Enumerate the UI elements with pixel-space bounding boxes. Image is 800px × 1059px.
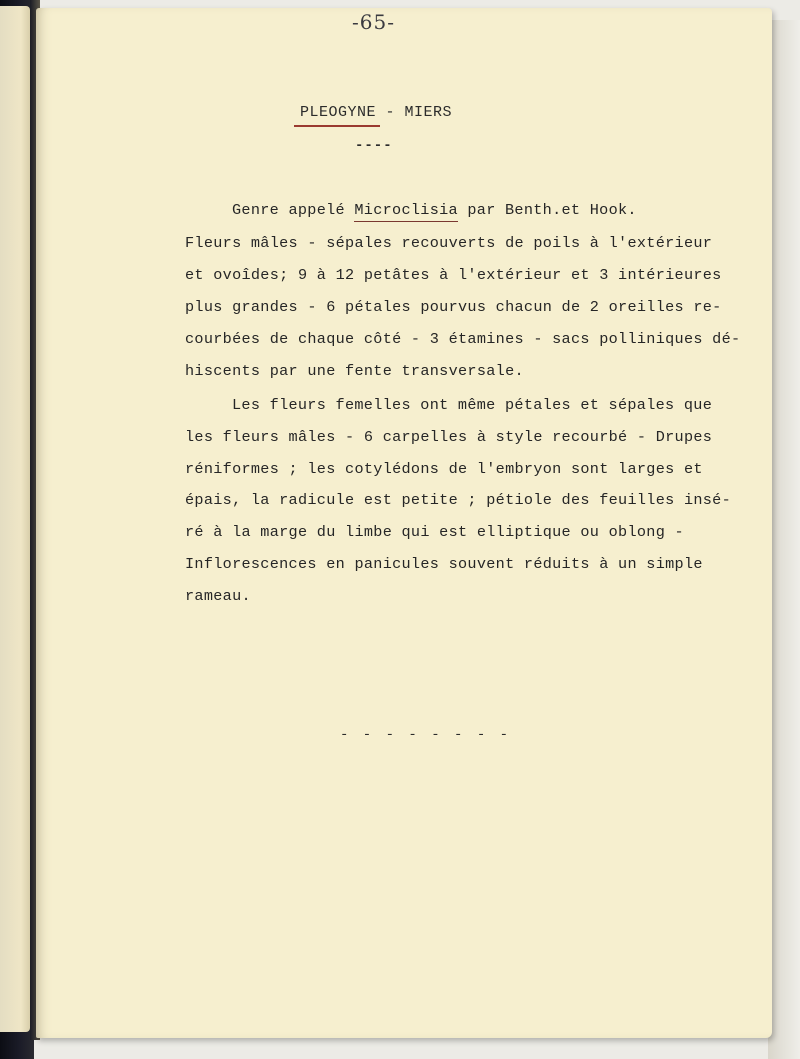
previous-page-edge (0, 6, 30, 1032)
paragraph-2-line-2: les fleurs mâles - 6 carpelles à style recourbé - Drupes (185, 428, 713, 446)
text-run: par Benth.et Hook. (457, 201, 637, 219)
synonym-name: Microclisia (354, 201, 458, 219)
page-number: -65- (352, 10, 395, 34)
paragraph-1-line-5: courbées de chaque côté - 3 étamines - sacs polliniques dé- (185, 330, 741, 348)
paragraph-2-line-7: rameau. (185, 587, 251, 605)
paragraph-2-line-1: Les fleurs femelles ont même pétales et sépales que (232, 396, 713, 414)
paragraph-1-line-1 (232, 201, 637, 219)
end-rule: - - - - - - - - (340, 727, 512, 743)
title-genus: PLEOGYNE (300, 104, 377, 121)
paragraph-1-line-3: et ovoîdes; 9 à 12 petâtes à l'extérieur et 3 intérieures (185, 266, 722, 284)
paragraph-2-line-3: réniformes ; les cotylédons de l'embryon sont larges et (185, 460, 703, 478)
paragraph-2-line-4: épais, la radicule est petite ; pétiole des feuilles insé- (185, 491, 732, 509)
background-surface (768, 20, 800, 1059)
page-title (300, 104, 452, 121)
title-separator: - (376, 104, 405, 121)
paragraph-2-line-6: Inflorescences en panicules souvent réduits à un simple (185, 555, 703, 573)
text-run: Genre appelé (232, 201, 355, 219)
title-rule: ---- (355, 138, 393, 154)
paragraph-1-line-6: hiscents par une fente transversale. (185, 362, 524, 380)
paragraph-2-line-5: ré à la marge du limbe qui est elliptique ou oblong - (185, 523, 684, 541)
title-author: MIERS (404, 104, 453, 121)
paragraph-1-line-4: plus grandes - 6 pétales pourvus chacun de 2 oreilles re- (185, 298, 722, 316)
paragraph-1-line-2: Fleurs mâles - sépales recouverts de poils à l'extérieur (185, 234, 713, 252)
